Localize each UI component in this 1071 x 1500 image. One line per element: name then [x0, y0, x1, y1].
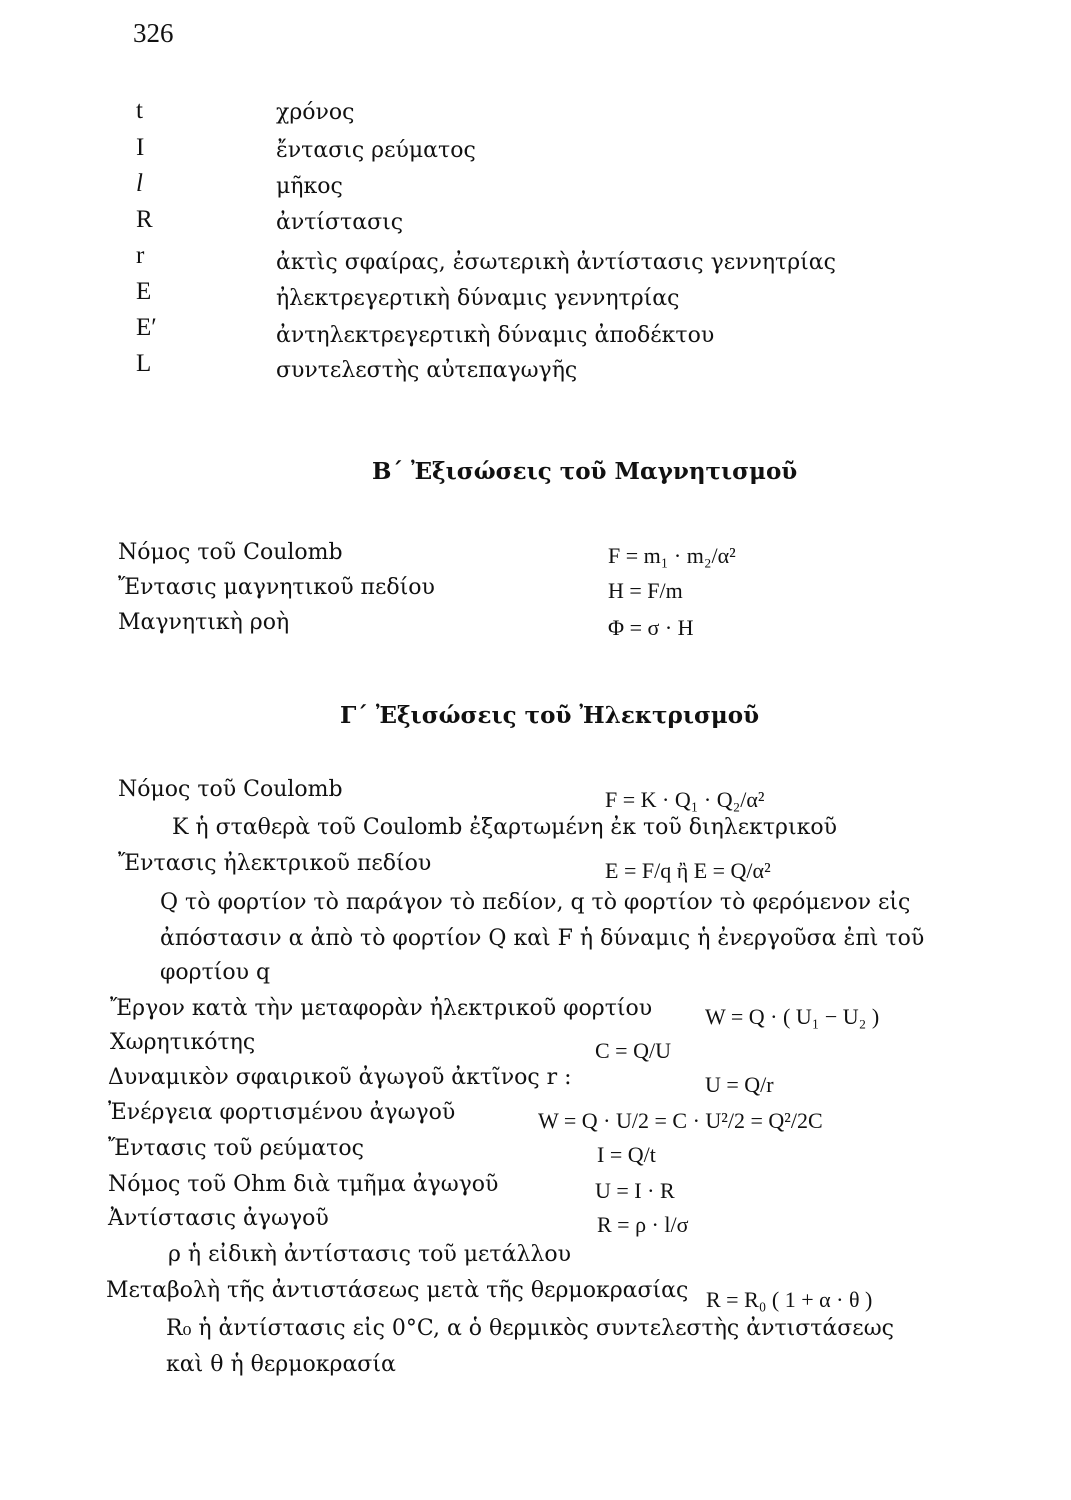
equation-note: καὶ θ ἡ θερμοκρασία — [166, 1352, 396, 1377]
equation-note: R₀ ἡ ἀντίστασις εἰς 0°C, α ὁ θερμικὸς συντελεστὴς ἀντιστάσεως — [166, 1316, 894, 1341]
page-number: 326 — [133, 18, 174, 48]
equation-formula: E = F/q ἢ E = Q/α² — [605, 858, 771, 883]
symbol-t-desc: χρόνος — [276, 100, 355, 125]
equation-formula: U = I · R — [595, 1178, 675, 1203]
equation-formula: H = F/m — [608, 578, 683, 603]
equation-label: Ἔντασις μαγνητικοῦ πεδίου — [118, 575, 435, 600]
symbol-t: t — [136, 97, 143, 124]
symbol-l: l — [136, 170, 143, 197]
symbol-R: R — [136, 206, 153, 233]
equation-label: Νόμος τοῦ Coulomb — [118, 777, 343, 802]
symbol-l-desc: μῆκος — [276, 174, 343, 199]
equation-formula: C = Q/U — [595, 1038, 671, 1063]
equation-note: ρ ἡ εἰδικὴ ἀντίστασις τοῦ μετάλλου — [168, 1242, 571, 1267]
equation-formula: Φ = σ · H — [608, 615, 694, 640]
equation-label: Μεταβολὴ τῆς ἀντιστάσεως μετὰ τῆς θερμοκρασίας — [106, 1278, 689, 1303]
symbol-L: L — [136, 350, 152, 377]
symbol-E-prime-desc: ἀντηλεκτρεγερτικὴ δύναμις ἀποδέκτου — [276, 323, 715, 348]
equation-formula: R = ρ · l/σ — [597, 1212, 689, 1237]
equation-formula: R = R₀ ( 1 + α · θ ) — [706, 1287, 873, 1312]
section-b-title: Β΄ Ἐξισώσεις τοῦ Μαγνητισμοῦ — [372, 458, 798, 485]
equation-formula: F = m₁ · m₂/α² — [608, 543, 736, 568]
symbol-E-prime: E′ — [136, 314, 157, 341]
symbol-r: r — [136, 242, 145, 269]
equation-label: Νόμος τοῦ Ohm διὰ τμῆμα ἀγωγοῦ — [108, 1172, 499, 1197]
equation-formula: I = Q/t — [597, 1142, 656, 1167]
equation-note: ἀπόστασιν α ἀπὸ τὸ φορτίον Q καὶ F ἡ δύναμις ἡ ἐνεργοῦσα ἐπὶ τοῦ — [160, 926, 925, 951]
symbol-r-desc: ἀκτὶς σφαίρας, ἐσωτερικὴ ἀντίστασις γεννητρίας — [276, 250, 836, 275]
equation-label: Χωρητικότης — [110, 1030, 256, 1055]
equation-label: Μαγνητικὴ ροὴ — [118, 610, 290, 635]
symbol-L-desc: συντελεστὴς αὐτεπαγωγῆς — [276, 358, 578, 383]
equation-label: Ἀντίστασις ἀγωγοῦ — [108, 1206, 329, 1231]
equation-formula: U = Q/r — [705, 1072, 774, 1097]
equation-formula: W = Q · ( U₁ − U₂ ) — [705, 1004, 880, 1029]
equation-label: Δυναμικὸν σφαιρικοῦ ἀγωγοῦ ἀκτῖνος r : — [108, 1065, 572, 1090]
equation-label: Ἔντασις ἠλεκτρικοῦ πεδίου — [118, 851, 432, 876]
symbol-E-desc: ἠλεκτρεγερτικὴ δύναμις γεννητρίας — [276, 286, 680, 311]
equation-note: Q τὸ φορτίον τὸ παράγον τὸ πεδίον, q τὸ φορτίον τὸ φερόμενον εἰς — [160, 890, 911, 915]
equation-label: Ἔντασις τοῦ ρεύματος — [108, 1136, 364, 1161]
equation-note: K ἡ σταθερὰ τοῦ Coulomb ἐξαρτωμένη ἐκ τοῦ διηλεκτρικοῦ — [172, 815, 837, 840]
symbol-R-desc: ἀντίστασις — [276, 210, 404, 235]
equation-label: Ἐνέργεια φορτισμένου ἀγωγοῦ — [108, 1100, 456, 1125]
equation-note: φορτίου q — [160, 960, 271, 985]
equation-label: Νόμος τοῦ Coulomb — [118, 540, 343, 565]
equation-formula: F = K · Q₁ · Q₂/α² — [605, 787, 765, 812]
section-c-title: Γ΄ Ἐξισώσεις τοῦ Ἠλεκτρισμοῦ — [340, 702, 760, 729]
equation-formula: W = Q · U/2 = C · U²/2 = Q²/2C — [538, 1108, 823, 1133]
symbol-I: I — [136, 134, 145, 161]
equation-label: Ἔργον κατὰ τὴν μεταφορὰν ἠλεκτρικοῦ φορτίου — [110, 996, 653, 1021]
symbol-I-desc: ἔντασις ρεύματος — [276, 138, 476, 163]
symbol-E: E — [136, 278, 152, 305]
